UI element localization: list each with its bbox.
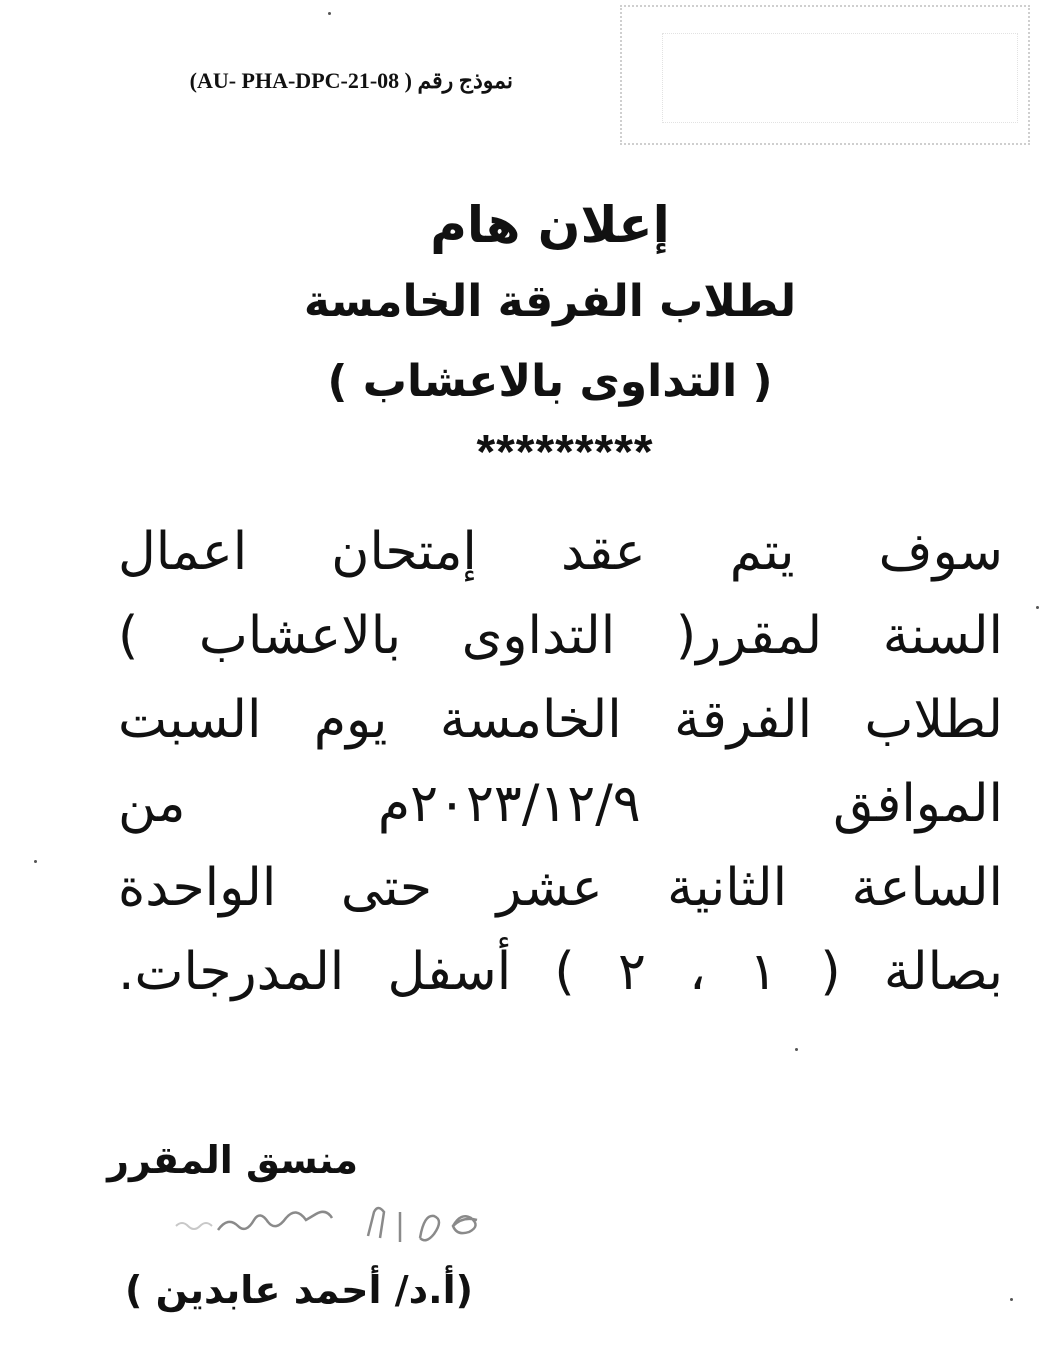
announcement-audience: لطلاب الفرقة الخامسة — [303, 276, 797, 327]
coordinator-title: منسق المقرر — [107, 1138, 358, 1182]
body-line: بصالة ( ١ ، ٢ ) أسفل المدرجات. — [118, 942, 1003, 1002]
body-line: الموافق ٢٠٢٣/١٢/٩م من — [118, 774, 1003, 834]
scan-speck — [1010, 1298, 1013, 1301]
announcement-title: إعلان هام — [430, 196, 670, 254]
body-line: السنة لمقرر( التداوى بالاعشاب ) — [118, 606, 1003, 666]
stamp-area — [620, 5, 1030, 145]
scan-speck — [795, 1048, 798, 1051]
body-line: لطلاب الفرقة الخامسة يوم السبت — [118, 690, 1003, 750]
form-number: نموذج رقم ( AU- PHA-DPC-21-08) — [189, 68, 513, 93]
body-line: سوف يتم عقد إمتحان اعمال — [118, 522, 1003, 582]
scan-speck — [34, 860, 37, 863]
handwritten-signature — [168, 1196, 528, 1256]
announcement-course: ( التداوى بالاعشاب ) — [327, 356, 773, 407]
scan-speck — [328, 12, 331, 15]
separator-stars: ********* — [476, 426, 654, 479]
announcement-body — [118, 510, 1003, 1014]
coordinator-name: (أ.د/ أحمد عابدين ) — [124, 1268, 473, 1312]
scan-speck — [1036, 606, 1039, 609]
body-line: الساعة الثانية عشر حتى الواحدة — [118, 858, 1003, 918]
